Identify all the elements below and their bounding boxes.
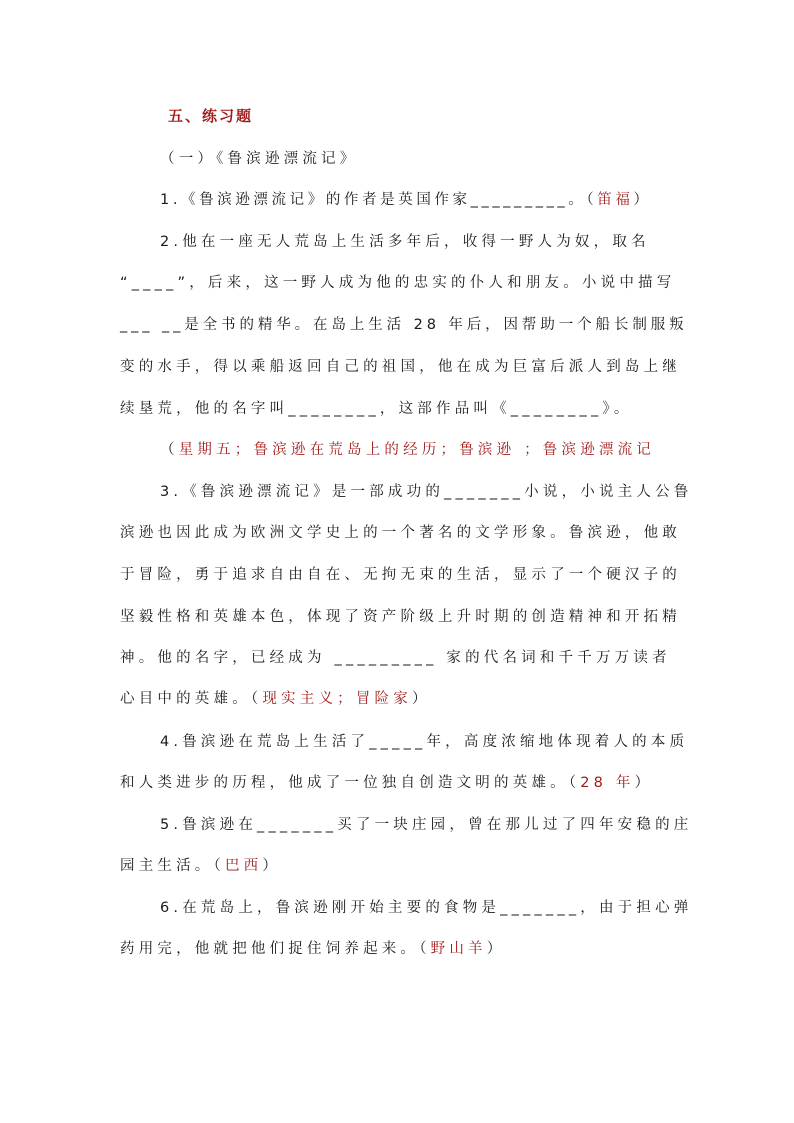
question-1-answer: 笛福 [597,192,634,208]
question-5-line-2-text: 园主生活。（ [120,858,225,874]
question-4-line-2-text: 和人类进步的历程，他成了一位独自创造文明的英雄。（ [120,775,581,791]
question-3-line-1: 3.《鲁滨逊漂流记》是一部成功的_______小说，小说主人公鲁 [160,484,693,500]
question-2-answer-line [160,440,655,460]
question-3-close: ） [411,691,431,707]
question-6-close: ） [486,941,506,957]
question-3-line-6 [120,689,431,709]
question-5-close: ） [262,858,282,874]
question-6-answer: 野山羊 [430,941,487,957]
question-6-line-1: 6.在荒岛上，鲁滨逊刚开始主要的食物是_______，由于担心弹 [160,900,693,916]
section-title: 五、练习题 [168,107,254,125]
section-subtitle: （一）《鲁滨逊漂流记》 [160,151,359,167]
question-2-line-5: 续垦荒，他的名字叫________，这部作品叫《________》。 [120,401,633,417]
question-1-close: ） [633,192,652,208]
question-3-line-6-text: 心目中的英雄。（ [120,691,263,707]
question-3-line-5: 神。他的名字，已经成为 _________ 家的代名词和千千万万读者 [120,650,671,666]
question-3-line-2: 滨逊也因此成为欧洲文学史上的一个著名的文学形象。鲁滨逊，他敢 [120,525,681,541]
question-2-line-4: 变的水手，得以乘船返回自己的祖国，他在成为巨富后派人到岛上继 [120,359,681,375]
question-5-answer: 巴西 [224,858,263,874]
question-3-line-3: 于冒险，勇于追求自由自在、无拘无束的生活，显示了一个硬汉子的 [120,567,681,583]
question-5-line-2 [120,856,281,876]
question-2-line-1: 2.他在一座无人荒岛上生活多年后，收得一野人为奴，取名 [160,234,650,250]
question-1-text: 1.《鲁滨逊漂流记》的作者是英国作家_________。（ [160,192,598,208]
question-3-line-4: 坚毅性格和英雄本色，体现了资产阶级上升时期的创造精神和开拓精 [120,609,681,625]
question-1 [160,190,652,210]
question-4-line-2 [120,773,653,793]
question-4-answer: 28 年 [580,775,635,791]
question-2-line-2: “____”，后来，这一野人成为他的忠实的仆人和朋友。小说中描写 [120,275,676,291]
question-4-close: ） [634,775,654,791]
question-6-line-2-text: 药用完，他就把他们捉住饲养起来。（ [120,941,431,957]
question-5-line-1: 5.鲁滨逊在_______买了一块庄园，曾在那儿过了四年安稳的庄 [160,817,693,833]
question-4-line-1: 4.鲁滨逊在荒岛上生活了_____年，高度浓缩地体现着人的本质 [160,734,689,750]
question-2-line-3: ___ __是全书的精华。在岛上生活 28 年后，因帮助一个船长制服叛 [120,317,688,333]
question-2-answer-open: （ [160,442,179,458]
question-6-line-2 [120,939,505,959]
question-3-answer: 现实主义；冒险家 [262,691,412,707]
question-2-answer: 星期五；鲁滨逊在荒岛上的经历；鲁滨逊 ；鲁滨逊漂流记 [178,442,656,458]
